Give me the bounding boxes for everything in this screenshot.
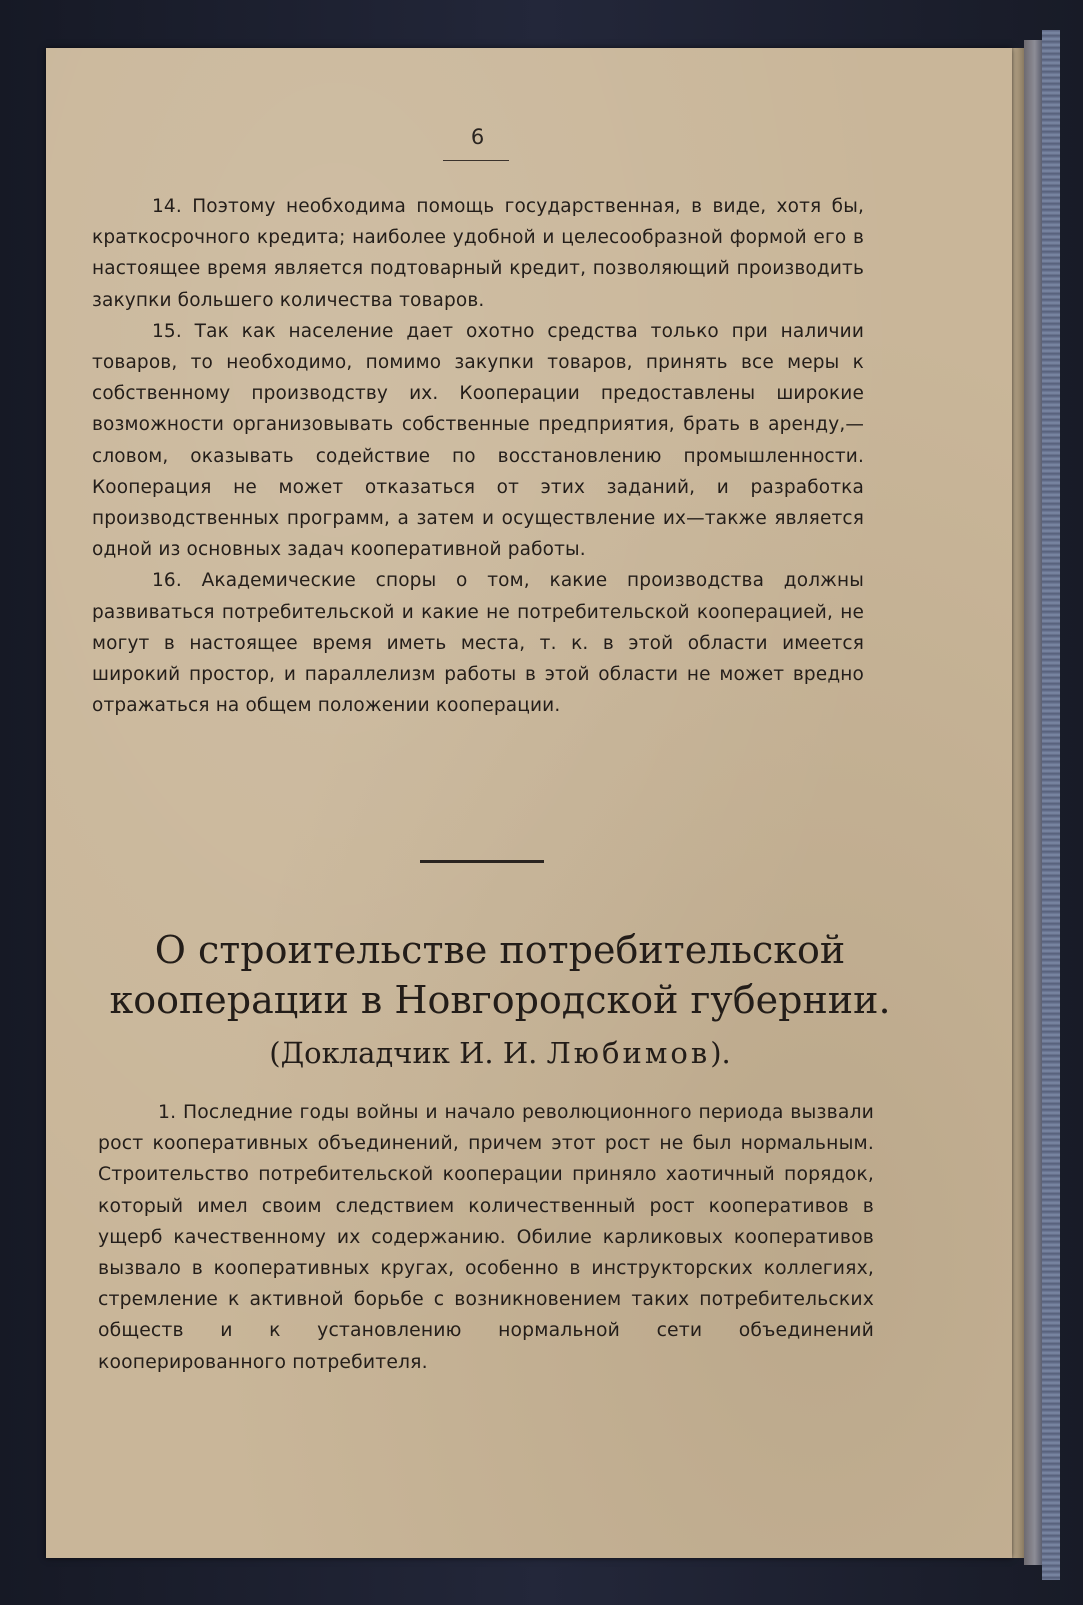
speaker-prefix: (Докладчик И. И.	[269, 1036, 538, 1070]
paragraph-16: 16. Академические споры о том, какие производства должны развиваться потребительской и какие не потребительской кооперацией, не могут в настоящее время иметь места, т. к. в этой области имеется широкий простор, и параллелизм работы в этой области не может вредно отражаться на общем положении кооперации.	[92, 570, 864, 717]
paragraph-15: 15. Так как население дает охотно средства только при наличии товаров, то необходимо, помимо закупки товаров, принять все меры к собственному производству их. Кооперации предоставлены широкие возможности организовывать собственные предприятия, брать в аренду,—словом, оказывать содействие по восстановлению промышленности. Кооперация не может отказаться от этих заданий, и разработка производственных программ, а затем и осуществление их—также является одной из основных задач кооперативной работы.	[92, 320, 864, 561]
paragraph-1: 1. Последние годы войны и начало революционного периода вызвали рост кооперативных объединений, причем этот рост не был нормальным. Строительство потребительской кооперации приняло хаотичный порядок, который имел своим следствием количественный рост кооперативов в ущерб качественному их содержанию. Обилие карликовых кооперативов вызвало в кооперативных кругах, особенно в инструкторских коллегиях, стремление к активной борьбе с возникновением таких потребительских обществ и к установлению нормальной сети объединений кооперированного потребителя.	[98, 1102, 874, 1373]
section-separator	[420, 860, 544, 863]
speaker-line	[200, 1033, 800, 1073]
book-binding	[1042, 30, 1060, 1580]
page-number: 6	[470, 125, 485, 149]
speaker-name: Любимов	[546, 1036, 711, 1070]
speaker-suffix: ).	[710, 1036, 731, 1070]
section-2-text	[98, 1097, 874, 1378]
page-edge	[1024, 40, 1042, 1565]
page-number-underline	[443, 160, 509, 161]
paragraph-14: 14. Поэтому необходима помощь государственная, в виде, хотя бы, краткосрочного кредита; наиболее удобной и целесообразной формой его в настоящее время является подтоварный кредит, позволяющий производить закупки большего количества товаров.	[92, 196, 864, 311]
section-1-text	[92, 191, 864, 721]
section-heading: О строительстве потребительской кооперации в Новгородской губернии.	[109, 928, 891, 1022]
